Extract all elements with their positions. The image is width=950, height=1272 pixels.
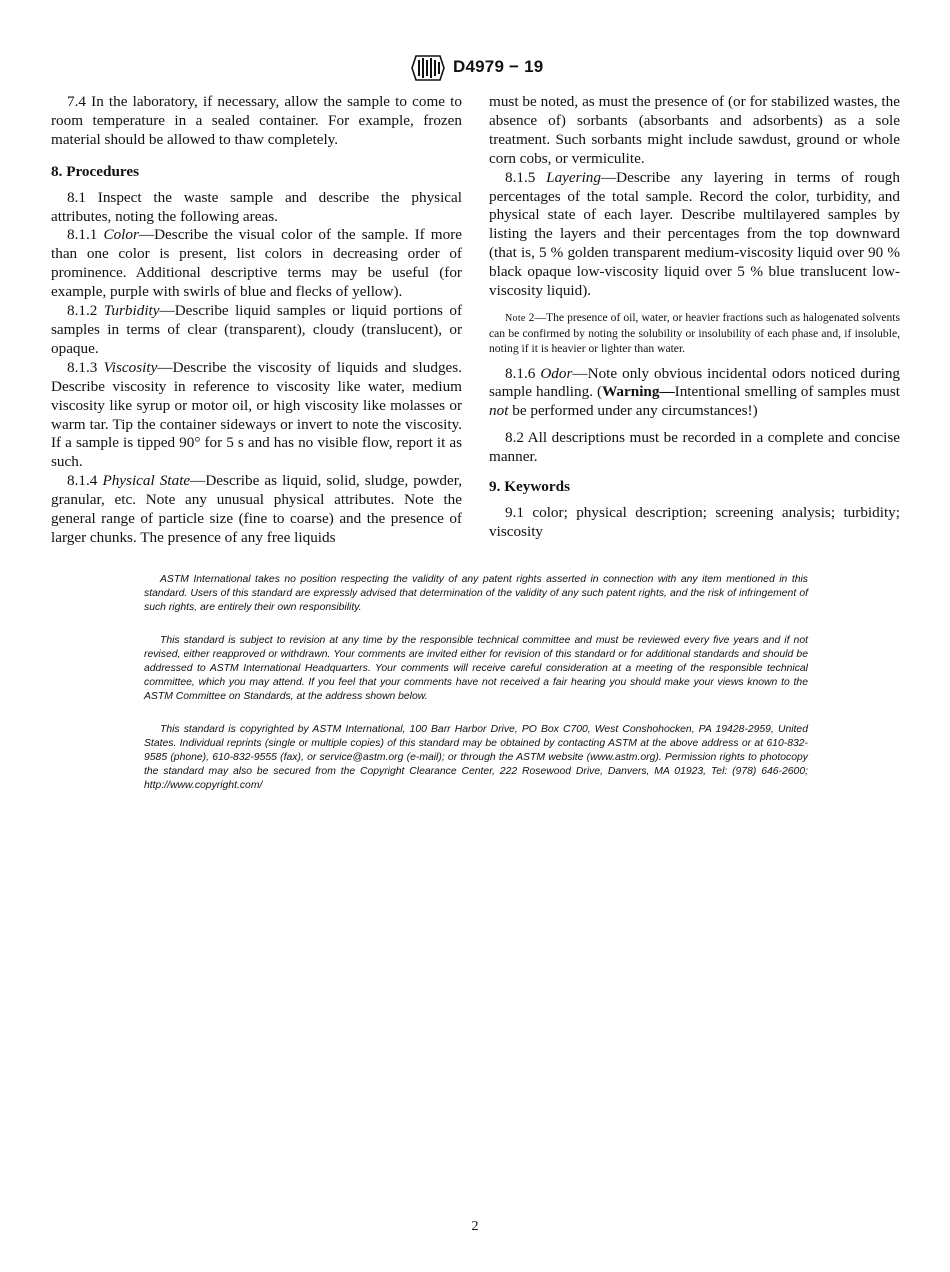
paragraph-7-4: 7.4 In the laboratory, if necessary, allow the sample to come to room temperature in a sealed container. For example, frozen material should be allowed to thaw completely. [51, 93, 462, 148]
document-id: D4979 − 19 [453, 57, 544, 76]
paragraph-8-1: 8.1 Inspect the waste sample and describe the physical attributes, noting the following areas. [51, 188, 462, 225]
paragraph-8-2: 8.2 All descriptions must be recorded in a complete and concise manner. [489, 429, 900, 466]
paragraph-8-1-3: 8.1.3 Viscosity—Describe the viscosity of liquids and sludges. Describe viscosity in reference to viscosity like water, medium viscosity like syrup or motor oil, or high viscosity like molasses or warm tar. Tip the container sideways or invert to note the viscosity. If a sample is tipped 90° for 5 s and has no visible flow, report it as such. [51, 358, 463, 471]
left-column [51, 93, 462, 548]
term-viscosity: Viscosity [103, 358, 158, 376]
term-turbidity: Turbidity [103, 302, 160, 320]
right-column [489, 93, 900, 542]
paragraph-8-1-2: 8.1.2 Turbidity—Describe liquid samples or liquid portions of samples in terms of clear (transparent), cloudy (translucent), or opaque. [51, 302, 463, 357]
paragraph-continuation: must be noted, as must the presence of (or for stabilized wastes, the absence of) sorbants (absorbants and adsorbents) as a sole treatment. Such sorbants might include sawdust, ground or whole corn cobs, or vermiculite. [489, 93, 900, 167]
term-physical-state: Physical State [102, 472, 191, 490]
footer-copyright-notice: This standard is copyrighted by ASTM International, 100 Barr Harbor Drive, PO Box C700, West Conshohocken, PA 19428-2959, United States. Individual reprints (single or multiple copies) of this standard may be obtained by contacting ASTM at the above address or at 610-832-9585 (phone), 610-832-9555 (fax), or service@astm.org (e-mail); or through the ASTM website (www.astm.org). Permission rights to photocopy the standard may also be secured from the Copyright Clearance Center, 222 Rosewood Drive, Danvers, MA 01923, Tel: (978) 646-2600; http://www.copyright.com/ [144, 724, 808, 791]
section-heading-procedures: 8. Procedures [51, 162, 140, 180]
page-number: 2 [471, 1219, 479, 1234]
note-2: Note 2—The presence of oil, water, or heavier fractions such as halogenated solvents can be confirmed by noting the solubility or insolubility of each phase and, if insoluble, noting if it is heavier or lighter than water. [489, 310, 900, 356]
footer-patent-notice: ASTM International takes no position respecting the validity of any patent rights asserted in connection with any item mentioned in this standard. Users of this standard are expressly advised that determination of the validity of any such patent rights, and the risk of infringement of such rights, are entirely their own responsibility. [144, 574, 808, 613]
astm-logo-icon [408, 52, 448, 84]
paragraph-8-1-5: 8.1.5 Layering—Describe any layering in terms of rough percentages of the total sample. Record the color, turbidity, and physical state of each layer. Describe multilayered samples by listing the layers and their percentages from the top downward (that is, 5 % golden transparent medium-viscosity liquid over 90 % black opaque low-viscosity liquid over 5 % blue translucent low-viscosity liquid). [489, 168, 900, 300]
note-label: Note [505, 312, 526, 324]
term-color: Color [103, 226, 139, 244]
paragraph-9-1: 9.1 color; physical description; screening analysis; turbidity; viscosity [489, 504, 900, 540]
footer-revision-notice: This standard is subject to revision at any time by the responsible technical committee and must be reviewed every five years and if not revised, either reapproved or withdrawn. Your comments are invited either for revision of this standard or for additional standards and should be addressed to ASTM International Headquarters. Your comments will receive careful consideration at a meeting of the responsible technical committee, which you may attend. If you feel that your comments have not received a fair hearing you should make your views known to the ASTM Committee on Standards, at the address shown below. [144, 635, 808, 702]
page-header [0, 52, 950, 84]
paragraph-8-1-1: 8.1.1 Color—Describe the visual color of the sample. If more than one color is present, list colors in decreasing order of prominence. Additional descriptive terms may be useful (for example, purple with swirls of blue and flecks of yellow). [51, 226, 463, 301]
term-odor: Odor [540, 364, 573, 382]
section-heading-keywords: 9. Keywords [489, 478, 570, 496]
paragraph-8-1-6: 8.1.6 Odor—Note only obvious incidental odors noticed during sample handling. (Warning—Intentional smelling of samples must not be performed under any circumstances!) [489, 364, 901, 420]
term-layering: Layering [546, 168, 601, 186]
paragraph-8-1-4: 8.1.4 Physical State—Describe as liquid, solid, sludge, powder, granular, etc. Note any unusual physical attributes. Note the general range of particle size (fine to coarse) and the presence of larger chunks. The presence of any free liquids [51, 472, 462, 546]
warning-label: Warning— [602, 383, 675, 401]
